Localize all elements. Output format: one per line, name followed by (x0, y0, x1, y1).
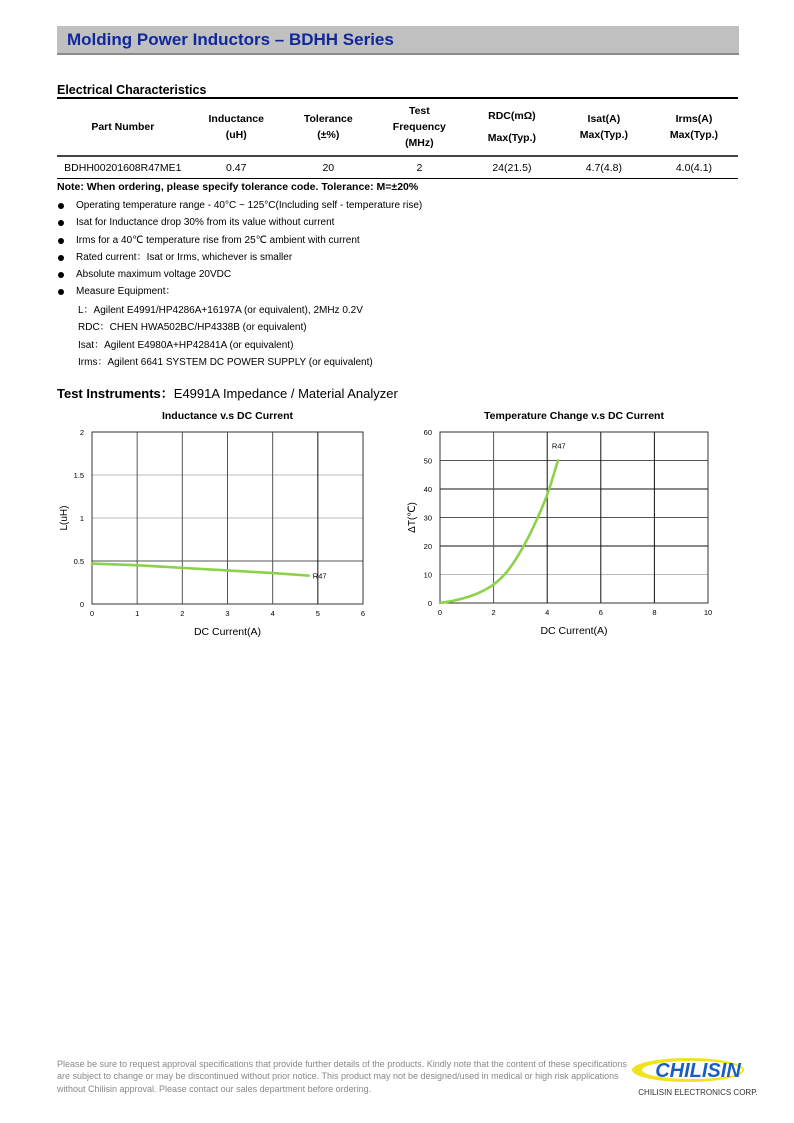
chart-title: Temperature Change v.s DC Current (484, 410, 664, 422)
y-tick-label: 0.5 (73, 557, 84, 566)
x-tick-label: 4 (545, 608, 550, 617)
column-header-line: Max(Typ.) (579, 129, 628, 141)
table-cell: 4.0(4.1) (649, 156, 738, 179)
column-header-line: (±%) (317, 129, 340, 141)
column-header (465, 98, 558, 156)
y-tick-label: 2 (79, 428, 84, 437)
list-item (57, 232, 422, 249)
y-tick-label: 60 (423, 428, 432, 437)
column-header-line: Part Number (91, 121, 155, 133)
y-tick-label: 0 (427, 599, 432, 608)
table-cell: 0.47 (189, 156, 283, 179)
x-tick-label: 6 (598, 608, 603, 617)
bullet-icon (58, 272, 64, 278)
x-tick-label: 4 (270, 609, 275, 618)
page-title: Molding Power Inductors – BDHH Series (67, 30, 394, 49)
bullet-text: Measure Equipment： (76, 286, 176, 298)
x-tick-label: 0 (437, 608, 443, 617)
x-axis-label: DC Current(A) (540, 625, 608, 637)
section-title: Electrical Characteristics (57, 83, 207, 97)
footer-disclaimer: Please be sure to request approval specifications that provide further details of the products. Kindly note that the content of these specifications are subject to change or may be discontinued without prior notice. This product may not be designed/used in medical or high risk applications without Chilisin approval. Please contact our sales department before ordering. (57, 1059, 627, 1094)
bullet-icon (58, 203, 64, 209)
bullet-text: Absolute maximum voltage 20VDC (76, 269, 232, 281)
chilisin-logo (628, 1050, 768, 1100)
y-tick-label: 1 (79, 514, 84, 523)
y-tick-label: 10 (423, 570, 432, 580)
page-header-bar (57, 26, 739, 55)
column-header (373, 98, 465, 156)
bullet-text: Irms for a 40℃ temperature rise from 25℃ ambient with current (76, 234, 360, 246)
list-item (57, 266, 422, 283)
column-header-line: Inductance (208, 113, 264, 125)
equipment-item: L：Agilent E4991/HP4286A+16197A (or equivalent), 2MHz 0.2V (78, 305, 363, 316)
column-header-line: Test (408, 105, 430, 117)
column-header (558, 98, 649, 156)
test-instruments-label: Test Instruments： (57, 386, 174, 401)
y-tick-label: 0 (79, 600, 84, 609)
spec-bullet-list (57, 197, 422, 301)
y-axis-label: L(uH) (59, 505, 70, 531)
column-header-line: Irms(A) (675, 113, 713, 125)
x-tick-label: 8 (652, 608, 657, 617)
bullet-text: Rated current：Isat or Irms, whichever is smaller (76, 251, 293, 263)
table-row (57, 156, 738, 179)
table-cell: 20 (283, 156, 373, 179)
y-tick-label: 20 (423, 542, 432, 551)
column-header-line: Frequency (392, 121, 446, 133)
column-header-line: RDC(mΩ) (488, 110, 536, 122)
test-instruments-value: E4991A Impedance / Material Analyzer (173, 386, 398, 401)
column-header (283, 98, 373, 156)
list-item (57, 214, 422, 231)
table-cell: 24(21.5) (465, 156, 558, 179)
test-instruments (57, 383, 398, 402)
bullet-icon (58, 238, 64, 244)
y-tick-label: 30 (423, 513, 432, 523)
x-tick-label: 6 (360, 609, 366, 618)
x-tick-label: 10 (703, 608, 713, 617)
equipment-item: Irms：Agilent 6641 SYSTEM DC POWER SUPPLY (or equivalent) (78, 356, 373, 368)
x-tick-label: 5 (315, 609, 320, 618)
y-axis-label: ΔT(℃) (407, 502, 418, 533)
column-header-line: (uH) (225, 129, 247, 141)
column-header (57, 98, 189, 156)
column-header-line: Max(Typ.) (487, 132, 536, 144)
series-label: R47 (312, 571, 327, 581)
measure-equipment-list (78, 302, 373, 371)
equipment-item: Isat：Agilent E4980A+HP42841A (or equivalent) (78, 339, 294, 351)
column-header (649, 98, 738, 156)
column-header-line: (MHz) (405, 137, 434, 149)
table-cell: 4.7(4.8) (558, 156, 649, 179)
series-line (92, 564, 309, 576)
column-header-line: Max(Typ.) (669, 129, 719, 141)
equipment-item: RDC：CHEN HWA502BC/HP4338B (or equivalent) (78, 322, 307, 334)
column-header (189, 98, 283, 156)
table-header-row (57, 98, 738, 156)
inductance-chart (50, 405, 380, 645)
temperature-chart (398, 405, 728, 645)
bullet-text: Operating temperature range - 40°C ~ 125°C(Including self - temperature rise) (76, 200, 423, 211)
list-item (57, 249, 422, 266)
chart-title: Inductance v.s DC Current (161, 410, 294, 422)
bullet-icon (58, 220, 64, 226)
bullet-icon (58, 255, 64, 261)
bullet-icon (58, 289, 64, 295)
column-header-line: Isat(A) (587, 113, 621, 125)
list-item (57, 197, 422, 214)
logo-wordmark: CHILISIN (655, 1060, 741, 1082)
table-cell: 2 (373, 156, 465, 179)
list-item (57, 283, 422, 300)
y-tick-label: 40 (423, 485, 432, 494)
ordering-note: Note: When ordering, please specify tolerance code. Tolerance: M=±20% (57, 181, 419, 193)
series-line (440, 461, 558, 604)
bullet-text: Isat for Inductance drop 30% from its value without current (76, 217, 335, 229)
y-tick-label: 1.5 (73, 471, 84, 480)
x-tick-label: 2 (180, 609, 185, 618)
x-axis-label: DC Current(A) (193, 626, 262, 638)
x-tick-label: 2 (491, 608, 496, 617)
table-cell: BDHH00201608R47ME1 (57, 156, 189, 179)
electrical-characteristics-table (57, 97, 738, 179)
x-tick-label: 0 (89, 609, 95, 618)
column-header-line: Tolerance (303, 113, 353, 125)
table-body (57, 156, 738, 179)
y-tick-label: 50 (423, 456, 432, 466)
x-tick-label: 1 (135, 609, 140, 618)
series-label: R47 (551, 441, 566, 451)
x-tick-label: 3 (225, 609, 230, 618)
company-name: CHILISIN ELECTRONICS CORP. (638, 1088, 758, 1097)
